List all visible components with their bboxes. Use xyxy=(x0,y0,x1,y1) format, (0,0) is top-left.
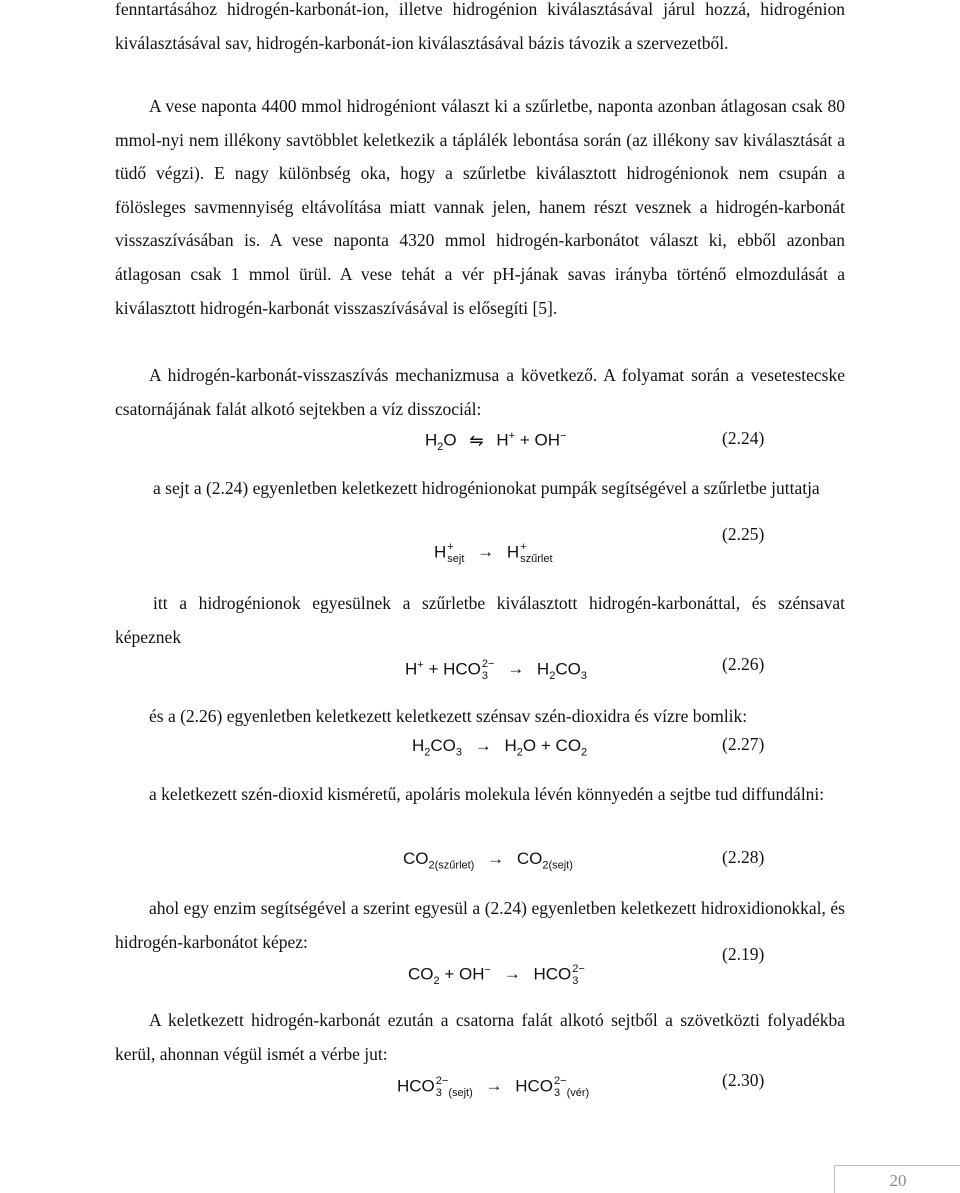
right-arrow-icon: → xyxy=(503,964,521,984)
equilibrium-arrow-icon: ⇋ xyxy=(469,430,484,450)
equation-number: (2.27) xyxy=(722,734,765,754)
equation-number: (2.19) xyxy=(722,944,765,964)
right-arrow-icon: → xyxy=(507,659,525,679)
equation-number: (2.24) xyxy=(722,428,765,448)
paragraph-continued: fenntartásához hidrogén-karbonát-ion, illetve hidrogénion kiválasztásával járul hozzá, hidrogénion kiválasztásával sav, hidrogén-karbonát-ion kiválasztásával bázis távozik a szervezetből. xyxy=(115,0,845,53)
equation-2-19: $CO_2 + OH^-$ → HCO 2− 3 xyxy=(408,963,585,987)
equation-number: (2.28) xyxy=(722,847,765,867)
paragraph-decomposition: és a (2.26) egyenletben keletkezett keletkezett szénsav szén-dioxidra és vízre bomlik: xyxy=(149,706,748,726)
paragraph-kidney-acid: A vese naponta 4400 mmol hidrogéniont választ ki a szűrletbe, naponta azonban átlagosan csak 80 mmol-nyi nem illékony savtöbblet keletkezik a táplálék lebontása során (az illékony sav kiválasztását a tüdő végzi). E nagy különbség oka, hogy a szűrletbe kiválasztott hidrogénionok nem csupán a fölösleges savmennyiség eltávolítása miatt vannak jelen, hanem részt vesznek a hidrogén-karbonát visszaszívásában is. A vese naponta 4320 mmol hidrogén-karbonátot választ ki, ebből azonban átlagosan csak 1 mmol ürül. A vese tehát a vér pH-jának savas irányba történő elmozdulását a kiválasztott hidrogén-karbonát visszaszívásával is elősegíti [5]. xyxy=(115,96,845,318)
paragraph-mechanism: A hidrogén-karbonát-visszaszívás mechanizmusa a következő. A folyamat során a vesetestecske csatornájának falát alkotó sejtekben a víz disszociál: xyxy=(115,365,845,419)
paragraph-enzyme: ahol egy enzim segítségével a szerint egyesül a (2.24) egyenletben keletkezett hidroxidionokkal, és hidrogén-karbonátot képez: xyxy=(115,898,845,952)
equation-2-28: $CO_{2(szűrlet)} \to CO_{2(sejt)}$ xyxy=(403,849,573,872)
right-arrow-icon: → xyxy=(487,849,505,868)
paragraph-diffusion: a keletkezett szén-dioxid kisméretű, apoláris molekula lévén könnyedén a sejtbe tud diffundálni: xyxy=(149,784,825,804)
equation-number: (2.25) xyxy=(722,524,765,544)
right-arrow-icon: → xyxy=(474,736,492,755)
equation-2-30: HCO 2− 3 $_{(sejt)}$ → HCO 2− 3 $_{(vér)}$ xyxy=(397,1075,590,1099)
right-arrow-icon: → xyxy=(477,542,495,562)
page-number: 20 xyxy=(889,1171,907,1190)
equation-2-25: H + sejt → H + szűrlet xyxy=(434,541,553,565)
paragraph-carbonic: itt a hidrogénionok egyesülnek a szűrletbe kiválasztott hidrogén-karbonáttal, és szénsavat képeznek xyxy=(115,593,845,647)
right-arrow-icon: → xyxy=(485,1076,503,1096)
equation-2-26: H+ + HCO 2− 3 → $H_2CO_3$ xyxy=(405,658,587,682)
paragraph-pumps: a sejt a (2.24) egyenletben keletkezett hidrogénionokat pumpák segítségével a szűrletbe juttatja xyxy=(153,478,820,498)
page-number-box xyxy=(834,1165,960,1193)
equation-number: (2.26) xyxy=(722,654,765,674)
equation-2-24: $H_2O$ ⇋ H+ + OH− xyxy=(425,430,567,454)
paragraph-blood: A keletkezett hidrogén-karbonát ezután a csatorna falát alkotó sejtből a szövetközti folyadékba kerül, ahonnan végül ismét a vérbe jut: xyxy=(115,1010,845,1064)
equation-number: (2.30) xyxy=(722,1070,765,1090)
equation-2-27: $H_2CO_3 \to H_2O + CO_2$ xyxy=(412,736,588,759)
